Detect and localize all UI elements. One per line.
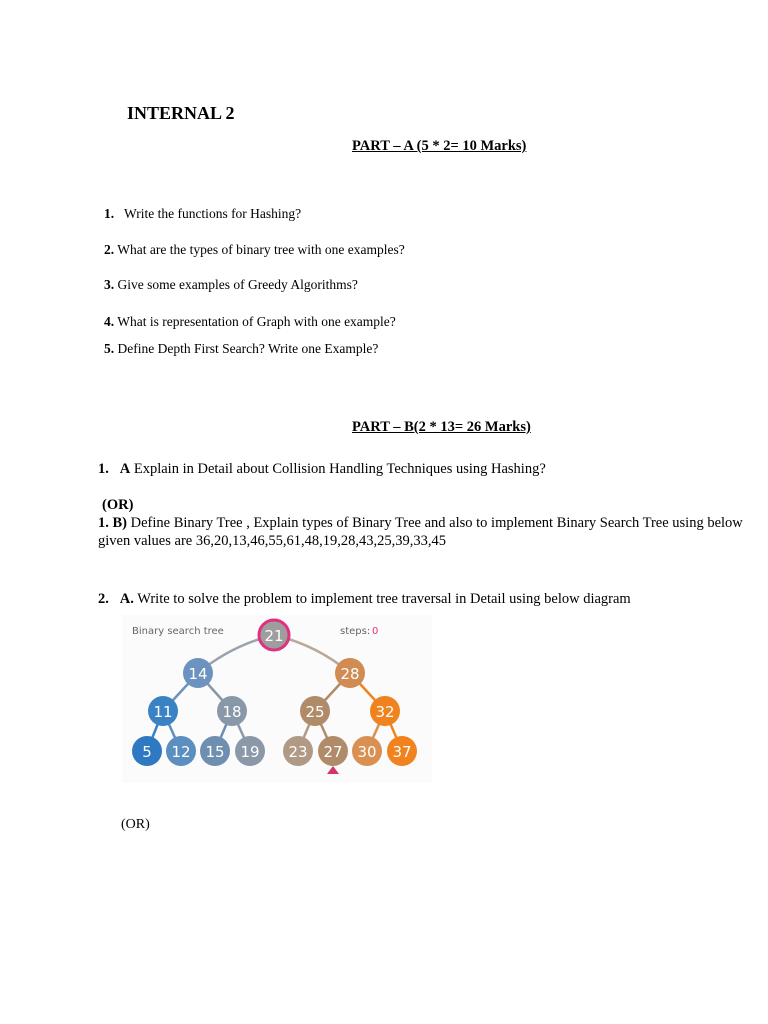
tree-node-label: 19 xyxy=(240,743,260,761)
tree-node-label: 15 xyxy=(205,743,225,761)
part-a-question-2 xyxy=(104,242,405,258)
question-number: 3. xyxy=(104,277,115,292)
tree-node-label: 28 xyxy=(340,665,360,683)
part-b-question-1b xyxy=(98,514,743,550)
tree-node-label: 12 xyxy=(171,743,191,761)
question-label: 1. B) xyxy=(98,515,127,531)
tree-node-23 xyxy=(283,736,313,766)
tree-node-label: 25 xyxy=(305,703,325,721)
question-text: Write the functions for Hashing? xyxy=(124,206,302,221)
tree-node-label: 11 xyxy=(153,703,173,721)
tree-node-label: 37 xyxy=(392,743,412,761)
part-b-question-1a xyxy=(98,461,546,478)
tree-node-30 xyxy=(352,736,382,766)
part-a-question-1 xyxy=(104,206,301,222)
tree-nodes xyxy=(132,620,417,766)
steps-value: 0 xyxy=(372,626,379,637)
question-number: 2. xyxy=(98,591,109,607)
tree-node-label: 32 xyxy=(375,703,395,721)
tree-node-label: 5 xyxy=(142,743,152,761)
tree-node-11 xyxy=(148,696,178,726)
tree-node-label: 21 xyxy=(264,627,284,645)
page-title: INTERNAL 2 xyxy=(127,103,235,123)
or-separator-2: (OR) xyxy=(121,817,150,832)
tree-node-19 xyxy=(235,736,265,766)
tree-node-label: 14 xyxy=(188,665,208,683)
binary-search-tree-diagram xyxy=(122,615,432,783)
part-a-question-5 xyxy=(104,341,378,357)
tree-node-14 xyxy=(183,658,213,688)
tree-node-28 xyxy=(335,658,365,688)
tree-node-label: 30 xyxy=(357,743,377,761)
question-number: 5. xyxy=(104,341,115,356)
question-number: 1. xyxy=(98,461,109,477)
part-a-question-3 xyxy=(104,277,358,293)
tree-node-15 xyxy=(200,736,230,766)
question-text: Write to solve the problem to implement tree traversal in Detail using below diagram xyxy=(137,591,631,607)
question-text: What are the types of binary tree with one examples? xyxy=(117,242,405,257)
question-number: 1. xyxy=(104,206,115,221)
question-number: 4. xyxy=(104,314,115,329)
or-separator-1: (OR) xyxy=(102,497,134,513)
tree-node-12 xyxy=(166,736,196,766)
part-a-heading: PART – A (5 * 2= 10 Marks) xyxy=(352,138,527,154)
tree-node-25 xyxy=(300,696,330,726)
part-a-question-4 xyxy=(104,314,396,330)
question-text: Give some examples of Greedy Algorithms? xyxy=(117,277,358,292)
current-node-marker-icon xyxy=(327,766,339,774)
tree-edges xyxy=(147,635,402,751)
tree-node-label: 18 xyxy=(222,703,242,721)
tree-node-18 xyxy=(217,696,247,726)
question-label: A xyxy=(119,461,131,477)
tree-node-label: 27 xyxy=(323,743,343,761)
question-text: Define Depth First Search? Write one Example? xyxy=(117,341,379,356)
question-text: What is representation of Graph with one example? xyxy=(117,314,396,329)
question-text: Define Binary Tree , Explain types of Binary Tree and also to implement Binary Search Tree using below given values are 36,20,13,46,55,61,48,19,28,43,25,39,33,45 xyxy=(98,515,743,549)
tree-svg xyxy=(122,615,432,783)
question-label: A. xyxy=(119,591,134,607)
part-b-heading: PART – B(2 * 13= 26 Marks) xyxy=(352,419,531,435)
tree-node-37 xyxy=(387,736,417,766)
diagram-caption: Binary search tree xyxy=(132,626,224,637)
tree-node-label: 23 xyxy=(288,743,308,761)
tree-node-5 xyxy=(132,736,162,766)
question-text: Explain in Detail about Collision Handling Techniques using Hashing? xyxy=(133,461,546,477)
steps-label: steps: xyxy=(340,626,371,637)
part-b-question-2a xyxy=(98,591,631,608)
tree-node-21 xyxy=(259,620,289,650)
question-number: 2. xyxy=(104,242,115,257)
tree-node-27 xyxy=(318,736,348,766)
tree-node-32 xyxy=(370,696,400,726)
